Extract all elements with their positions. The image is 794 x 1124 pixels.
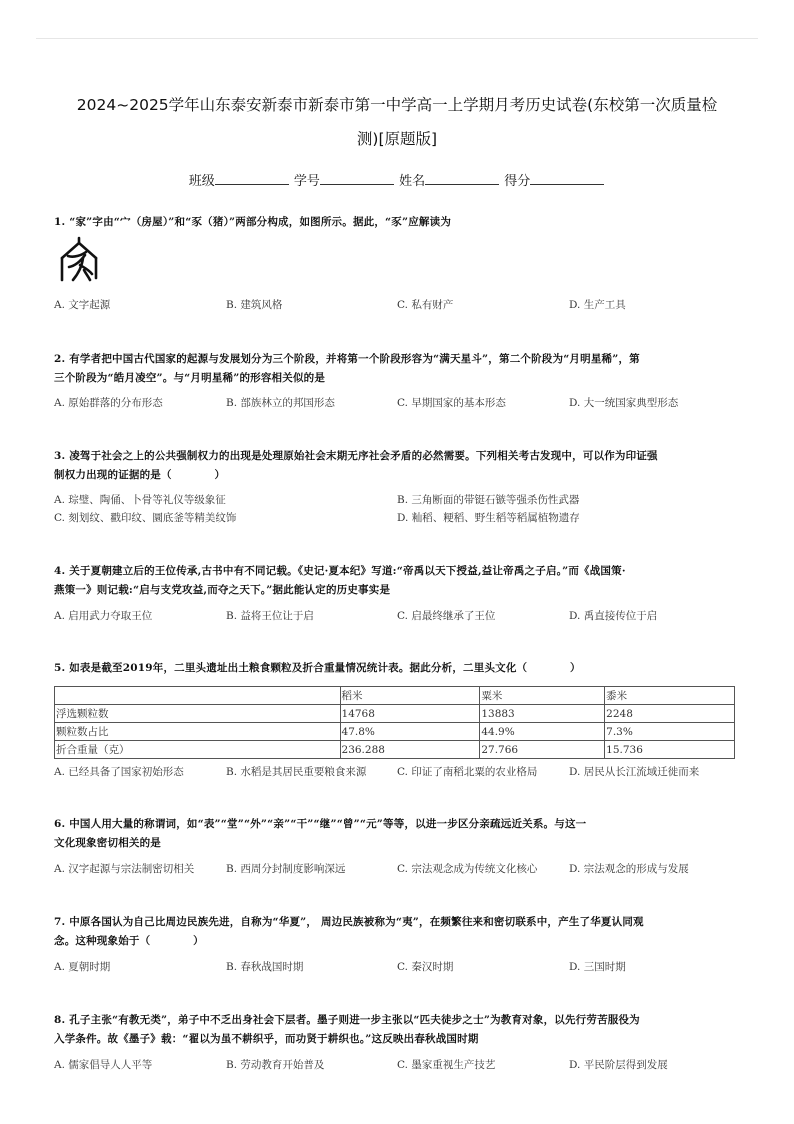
question-2-stem-line-2: 三个阶段为“皓月凌空”。与“月明星稀”的形容相关似的是: [54, 372, 326, 384]
student-info-fields: [0, 170, 794, 189]
option-c[interactable]: C. 私有财产: [397, 299, 454, 311]
question-7-stem-line-1: 7. 中原各国认为自己比周边民族先进，自称为“华夏”， 周边民族被称为“夷”，在频繁往来和密切联系中，产生了华夏认同观: [54, 916, 644, 928]
question-2: [54, 350, 744, 388]
option-d[interactable]: D. 大一统国家典型形态: [569, 397, 679, 409]
field-label-name: 姓名: [399, 174, 426, 189]
option-c[interactable]: C. 宗法观念成为传统文化核心: [397, 863, 538, 875]
table-cell: 14768: [340, 705, 480, 723]
option-d[interactable]: D. 籼稻、粳稻、野生稻等稻属植物遗存: [397, 512, 580, 524]
class-blank[interactable]: [215, 172, 289, 185]
option-d[interactable]: D. 禹直接传位于启: [569, 610, 658, 622]
question-5: [54, 659, 744, 678]
table-header-cell: [55, 687, 341, 705]
name-blank[interactable]: [425, 172, 499, 185]
option-a[interactable]: A. 启用武力夺取王位: [54, 610, 153, 622]
option-b[interactable]: B. 益将王位让于启: [226, 610, 314, 622]
table-cell: 折合重量（克）: [55, 741, 341, 759]
ancient-jia-character-image: [58, 236, 102, 284]
table-cell: 236.288: [340, 741, 480, 759]
field-label-student-number: 学号: [293, 174, 320, 189]
title-line-1: 2024~2025学年山东泰安新泰市新泰市第一中学高一上学期月考历史试卷(东校第一次质量检: [76, 96, 718, 114]
table-row: [55, 705, 735, 723]
question-2-stem-line-1: 2. 有学者把中国古代国家的起源与发展划分为三个阶段，并将第一个阶段形容为“满天星斗”，第二个阶段为“月明星稀”，第: [54, 353, 640, 365]
option-b[interactable]: B. 劳动教育开始普及: [226, 1059, 325, 1071]
question-3-stem-line-1: 3. 凌驾于社会之上的公共强制权力的出现是处理原始社会末期无序社会矛盾的必然需要。下列相关考古发现中，可以作为印证强: [54, 450, 658, 462]
question-7-stem-line-2: 念。这种现象始于（ ）: [54, 935, 204, 947]
table-header-cell: 黍米: [605, 687, 735, 705]
option-d[interactable]: D. 宗法观念的形成与发展: [569, 863, 689, 875]
table-cell: 浮选颗粒数: [55, 705, 341, 723]
question-8-stem-line-1: 8. 孔子主张“有教无类”，弟子中不乏出身社会下层者。墨子则进一步主张以“匹夫徒步之士”为教育对象，以先行劳苦服役为: [54, 1014, 640, 1026]
question-5-stem: 5. 如表是截至2019年，二里头遗址出土粮食颗粒及折合重量情况统计表。据此分析，二里头文化（ ）: [54, 662, 581, 674]
title-line-2: 测)[原题版]: [356, 130, 438, 148]
table-cell: 2248: [605, 705, 735, 723]
student-number-blank[interactable]: [320, 172, 394, 185]
option-d[interactable]: D. 平民阶层得到发展: [569, 1059, 668, 1071]
option-c[interactable]: C. 墨家重视生产技艺: [397, 1059, 496, 1071]
table-cell: 44.9%: [480, 723, 605, 741]
field-label-class: 班级: [188, 174, 215, 189]
question-6-stem-line-2: 文化现象密切相关的是: [54, 837, 161, 849]
option-b[interactable]: B. 三角断面的带铤石镞等强杀伤性武器: [397, 494, 580, 506]
option-a[interactable]: A. 汉字起源与宗法制密切相关: [54, 863, 195, 875]
question-8-stem-line-2: 入学条件。故《墨子》载：“翟以为虽不耕织乎，而功贤于耕织也。”这反映出春秋战国时期: [54, 1033, 479, 1045]
table-cell: 27.766: [480, 741, 605, 759]
table-row: [55, 741, 735, 759]
option-c[interactable]: C. 启最终继承了王位: [397, 610, 496, 622]
option-b[interactable]: B. 春秋战国时期: [226, 961, 304, 973]
question-7: [54, 913, 744, 951]
option-a[interactable]: A. 原始群落的分布形态: [54, 397, 163, 409]
question-3-stem-line-2: 制权力出现的证据的是（ ）: [54, 469, 226, 481]
table-cell: 15.736: [605, 741, 735, 759]
option-d[interactable]: D. 三国时期: [569, 961, 626, 973]
table-row: [55, 723, 735, 741]
question-4-stem-line-1: 4. 关于夏朝建立后的王位传承,古书中有不同记载。《史记·夏本纪》写道:“帝禹以天下授益,益让帝禹之子启。”而《战国策·: [54, 565, 626, 577]
option-d[interactable]: D. 生产工具: [569, 299, 626, 311]
question-1-stem: 1. “家”字由“宀（房屋）”和“豕（猪）”两部分构成，如图所示。据此，“豕”应解读为: [54, 216, 452, 228]
option-b[interactable]: B. 西周分封制度影响深远: [226, 863, 346, 875]
field-label-score: 得分: [504, 174, 531, 189]
option-b[interactable]: B. 水稻是其居民重要粮食来源: [226, 766, 367, 778]
option-a[interactable]: A. 儒家倡导人人平等: [54, 1059, 153, 1071]
option-b[interactable]: B. 建筑风格: [226, 299, 283, 311]
table-cell: 7.3%: [605, 723, 735, 741]
question-6-stem-line-1: 6. 中国人用大量的称谓词，如“表”“堂”“外”“亲”“干”“继”“曾”“元”等等，以进一步区分亲疏远近关系。与这一: [54, 818, 587, 830]
option-c[interactable]: C. 早期国家的基本形态: [397, 397, 506, 409]
option-a[interactable]: A. 琮璧、陶俑、卜骨等礼仪等级象征: [54, 494, 226, 506]
question-4: [54, 562, 744, 600]
header-divider: [36, 38, 758, 39]
option-d[interactable]: D. 居民从长江流域迁徙而来: [569, 766, 700, 778]
table-cell: 13883: [480, 705, 605, 723]
option-c[interactable]: C. 秦汉时期: [397, 961, 454, 973]
option-c[interactable]: C. 刻划纹、戳印纹、圜底釜等精美纹饰: [54, 512, 237, 524]
option-a[interactable]: A. 已经具备了国家初始形态: [54, 766, 184, 778]
table-header-row: [55, 687, 735, 705]
question-8: [54, 1011, 744, 1049]
table-header-cell: 稻米: [340, 687, 480, 705]
question-3: [54, 447, 744, 485]
table-cell: 颗粒数占比: [55, 723, 341, 741]
question-4-stem-line-2: 燕策一》则记载:“启与支党攻益,而夺之天下。”据此能认定的历史事实是: [54, 584, 391, 596]
table-cell: 47.8%: [340, 723, 480, 741]
question-1: [54, 213, 744, 232]
question-6: [54, 815, 744, 853]
grain-statistics-table: [54, 686, 735, 759]
page-title: [40, 88, 754, 156]
option-b[interactable]: B. 部族林立的邦国形态: [226, 397, 335, 409]
table-header-cell: 粟米: [480, 687, 605, 705]
option-a[interactable]: A. 文字起源: [54, 299, 111, 311]
option-a[interactable]: A. 夏朝时期: [54, 961, 111, 973]
option-c[interactable]: C. 印证了南稻北粟的农业格局: [397, 766, 538, 778]
score-blank[interactable]: [530, 172, 604, 185]
